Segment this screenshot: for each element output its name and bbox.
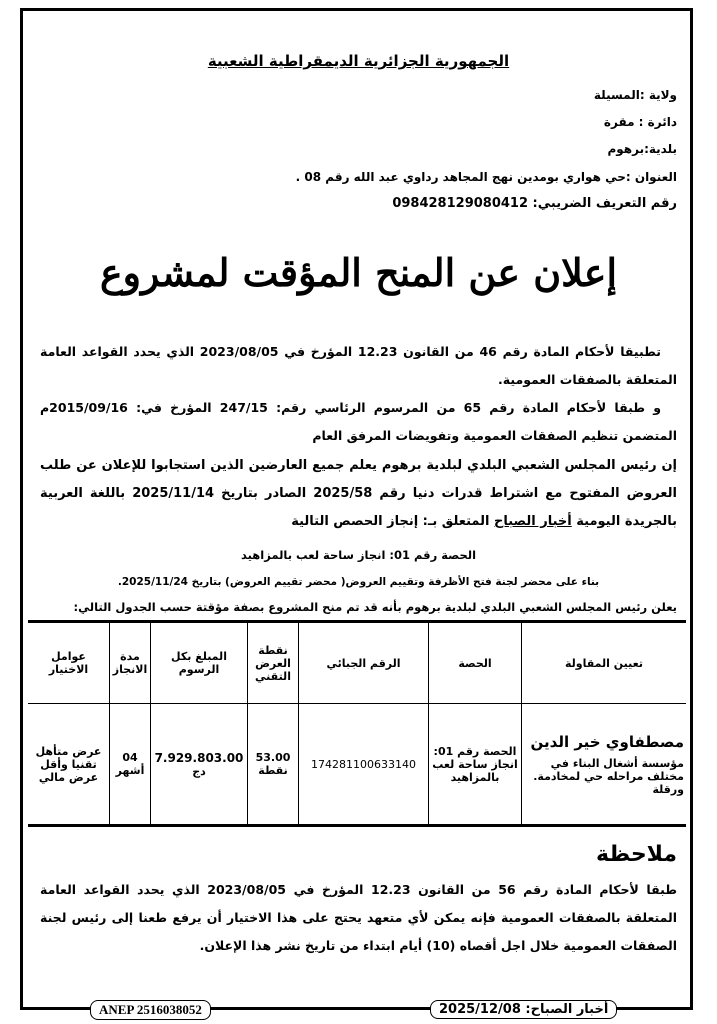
address: العنوان :حي هواري بومدين نهج المجاهد رداوي عبد الله رقم 08 . — [295, 170, 677, 184]
col-score: نقطة العرض التقني — [248, 622, 299, 704]
note-title: ملاحظة — [596, 842, 677, 867]
paragraph-notice — [40, 452, 677, 536]
paragraph-law: تطبيقا لأحكام المادة رقم 46 من القانون 12.23 المؤرخ في 2023/08/05 الذي يحدد القواعد العامة المتعلقة بالصفقات العمومية. — [40, 344, 677, 387]
company-name: مصطفاوي خير الدين — [530, 732, 684, 751]
company-cell — [522, 704, 687, 826]
duration-cell — [110, 704, 151, 826]
notice-text: إن رئيس المجلس الشعبي البلدي لبلدية برهوم يعلم جميع العارضين الذين استجابوا للإعلان عن طلب العروض المفتوح مع اشتراط قدرات دنيا رقم 2025/58 الصادر بتاريخ 2025/11/14 باللغة العربية بالجريدة اليومية — [40, 458, 677, 529]
col-amount: المبلغ بكل الرسوم — [151, 622, 248, 704]
duration-value: 04 — [122, 751, 138, 764]
col-duration: مدة الانجاز — [110, 622, 151, 704]
col-company: تعيين المقاولة — [522, 622, 687, 704]
score-unit: نقطة — [258, 764, 288, 777]
wilaya: ولاية :المسيلة — [593, 88, 677, 102]
score-cell — [248, 704, 299, 826]
newspaper-name: أخبار الصباح — [494, 514, 572, 529]
announcement-title: إعلان عن المنح المؤقت لمشروع — [99, 250, 618, 295]
paragraph-decree: و طبقا لأحكام المادة رقم 65 من المرسوم الرئاسي رقم: 247/15 المؤرخ في: 2015/09/16م المتضمن تنظيم الصفقات العمومية وتفويضات المرفق العام — [40, 400, 677, 443]
amount-value: 7.929.803.00 — [154, 750, 244, 765]
company-desc: مؤسسة أشغال البناء في مختلف مراحله حي لمخادمة. ورقلة — [533, 756, 684, 796]
duration-unit: أشهر — [115, 764, 145, 777]
table-row — [28, 704, 686, 826]
note-text: طبقا لأحكام المادة رقم 56 من القانون 12.23 المؤرخ في 2023/08/05 الذي يحدد القواعد العامة المتعلقة بالصفقات العمومية فإنه يمكن لأي متعهد يحتج على هذا الاختيار أن يرفع طعنا إلى رئيس لجنة الصفقات العمومية خلال اجل أقصاه (10) أيام ابتداء من تاريخ نشر هذا الإعلان. — [40, 882, 677, 953]
tax-id: رقم التعريف الضريبي: 098428129080412 — [392, 196, 677, 211]
award-table — [28, 620, 686, 827]
tax-id-cell: 174281100633140 — [299, 704, 429, 826]
criteria-cell: عرض متأهل تقنيا وأقل عرض مالي — [28, 704, 110, 826]
score-value: 53.00 — [255, 751, 291, 764]
notice-end: المتعلق بـ: إنجاز الحصص التالية — [291, 514, 490, 529]
col-criteria: عوامل الاختيار — [28, 622, 110, 704]
anep-reference: ANEP 2516038052 — [90, 1000, 211, 1020]
evaluation-basis: بناء على محضر لجنة فتح الأظرفة وتقييم العروض( محضر تقييم العروض) بتاريخ 2025/11/24. — [117, 576, 600, 588]
commune: بلدية:برهوم — [607, 142, 677, 156]
currency: دج — [192, 764, 206, 778]
daira: دائرة : مقرة — [603, 115, 677, 129]
lot-cell: الحصة رقم 01: انجاز ساحة لعب بالمزاهيد — [429, 704, 522, 826]
table-header-row — [28, 622, 686, 704]
award-announcement: يعلن رئيس المجلس الشعبي البلدي لبلدية برهوم بأنه قد تم منح المشروع بصفة مؤقتة حسب الجدول التالي: — [73, 600, 677, 614]
col-tax-id: الرقم الجبائي — [299, 622, 429, 704]
republic-heading: الجمهورية الجزائرية الديمقراطية الشعبية — [207, 52, 510, 70]
amount-cell — [151, 704, 248, 826]
col-lot: الحصة — [429, 622, 522, 704]
publication-date: أخبار الصباح: 2025/12/08 — [430, 1000, 617, 1019]
lot-heading: الحصة رقم 01: انجاز ساحة لعب بالمزاهيد — [240, 548, 477, 562]
